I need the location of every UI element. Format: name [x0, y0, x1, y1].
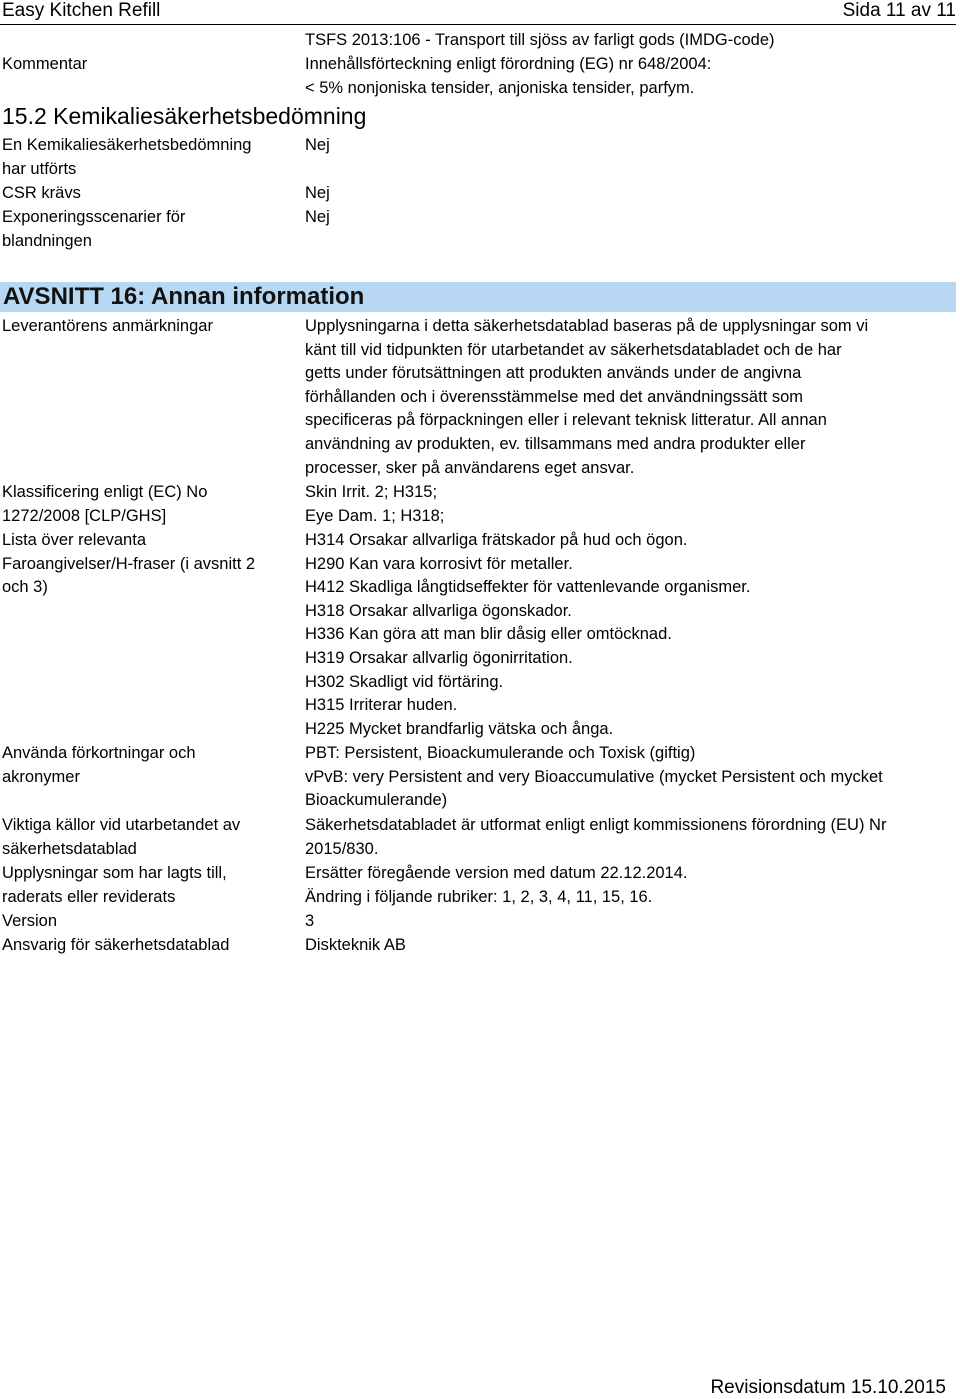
- h-phrase: H336 Kan göra att man blir dåsig eller omtöcknad.: [305, 625, 672, 644]
- text-line: användning av produkten, ev. tillsammans med andra produkter eller: [305, 434, 806, 453]
- label-line: och 3): [2, 578, 48, 597]
- forkortningar-label: [2, 742, 196, 789]
- document-title: Easy Kitchen Refill: [2, 0, 161, 21]
- leverantor-text: [305, 315, 868, 480]
- ansvarig-label: Ansvarig för säkerhetsdatablad: [2, 936, 230, 954]
- page-number: Sida 11 av 11: [842, 0, 956, 21]
- csa-label: [2, 134, 251, 181]
- h-phrase: H225 Mycket brandfarlig vätska och ånga.: [305, 719, 614, 738]
- h-phrase: H314 Orsakar allvarliga frätskador på hud och ögon.: [305, 531, 688, 549]
- text-line: Bioackumulerande): [305, 791, 448, 810]
- faroangivelser-label: [2, 529, 255, 600]
- label-line: säkerhetsdatablad: [2, 839, 137, 858]
- kommentar-line: < 5% nonjoniska tensider, anjoniska tensider, parfym.: [305, 78, 695, 97]
- text-line: Säkerhetsdatabladet är utformat enligt enligt kommissionens förordning (EU) Nr: [305, 816, 887, 834]
- h-phrase: H319 Orsakar allvarlig ögonirritation.: [305, 648, 573, 667]
- kallor-value: [305, 814, 886, 861]
- text-line: känt till vid tidpunkten för utarbetandet av säkerhetsdatabladet och de har: [305, 340, 842, 359]
- transport-line: TSFS 2013:106 - Transport till sjöss av farligt gods (IMDG-code): [305, 31, 775, 49]
- text-line: förhållanden och i överensstämmelse med det användningssätt som: [305, 387, 804, 406]
- label-line: En Kemikaliesäkerhetsbedömning: [2, 136, 252, 154]
- text-line: specificeras på förpackningen eller i relevant teknisk litteratur. All annan: [305, 411, 827, 430]
- section-15-2-heading: 15.2 Kemikaliesäkerhetsbedömning: [2, 103, 367, 129]
- version-value: 3: [305, 912, 315, 930]
- text-line: processer, sker på användarens eget ansvar.: [305, 458, 635, 477]
- csr-value: Nej: [305, 184, 330, 202]
- forkortningar-value: [305, 742, 883, 813]
- label-line: 1272/2008 [CLP/GHS]: [2, 506, 167, 525]
- text-line: PBT: Persistent, Bioackumulerande och Toxisk (giftig): [305, 744, 696, 762]
- h-phrases-list: [305, 529, 750, 741]
- klassificering-label: [2, 481, 207, 528]
- label-line: akronymer: [2, 767, 80, 786]
- exposure-label: [2, 206, 185, 253]
- text-line: 2015/830.: [305, 839, 379, 858]
- h-phrase: H290 Kan vara korrosivt för metaller.: [305, 554, 573, 573]
- leverantor-label: Leverantörens anmärkningar: [2, 317, 213, 335]
- h-phrase: H302 Skadligt vid förtäring.: [305, 672, 504, 691]
- section-16-heading: AVSNITT 16: Annan information: [3, 283, 365, 310]
- text-line: Upplysningarna i detta säkerhetsdatablad baseras på de upplysningar som vi: [305, 317, 869, 335]
- text-line: Ändring i följande rubriker: 1, 2, 3, 4, 11, 15, 16.: [305, 887, 653, 906]
- section-16-band: [0, 282, 956, 312]
- label-line: har utförts: [2, 159, 77, 178]
- h-phrase: H318 Orsakar allvarliga ögonskador.: [305, 601, 572, 620]
- text-line: Skin Irrit. 2; H315;: [305, 483, 438, 501]
- kommentar-value: [305, 53, 711, 100]
- label-line: raderats eller reviderats: [2, 887, 176, 906]
- header-divider: [0, 24, 956, 25]
- text-line: vPvB: very Persistent and very Bioaccumulative (mycket Persistent och mycket: [305, 767, 883, 786]
- text-line: Ersätter föregående version med datum 22.12.2014.: [305, 864, 688, 882]
- klassificering-value: [305, 481, 444, 528]
- csr-label: CSR krävs: [2, 184, 81, 202]
- label-line: Faroangivelser/H-fraser (i avsnitt 2: [2, 554, 256, 573]
- text-line: Eye Dam. 1; H318;: [305, 506, 445, 525]
- label-line: Använda förkortningar och: [2, 744, 196, 762]
- label-line: Klassificering enligt (EC) No: [2, 483, 208, 501]
- exposure-value: Nej: [305, 208, 330, 226]
- ansvarig-value: Diskteknik AB: [305, 936, 406, 954]
- label-line: Viktiga källor vid utarbetandet av: [2, 816, 241, 834]
- kommentar-line: Innehållsförteckning enligt förordning (EG) nr 648/2004:: [305, 55, 712, 73]
- kallor-label: [2, 814, 240, 861]
- upplysningar-value: [305, 862, 688, 909]
- version-label: Version: [2, 912, 58, 930]
- label-line: Exponeringsscenarier för: [2, 208, 186, 226]
- h-phrase: H412 Skadliga långtidseffekter för vattenlevande organismer.: [305, 578, 751, 597]
- h-phrase: H315 Irriterar huden.: [305, 696, 458, 715]
- upplysningar-label: [2, 862, 227, 909]
- label-line: blandningen: [2, 231, 92, 250]
- revision-date: Revisionsdatum 15.10.2015: [710, 1377, 946, 1398]
- csa-value: Nej: [305, 136, 330, 154]
- text-line: getts under förutsättningen att produkten används under de angivna: [305, 364, 802, 383]
- kommentar-label: Kommentar: [2, 55, 88, 73]
- label-line: Lista över relevanta: [2, 531, 146, 549]
- label-line: Upplysningar som har lagts till,: [2, 864, 227, 882]
